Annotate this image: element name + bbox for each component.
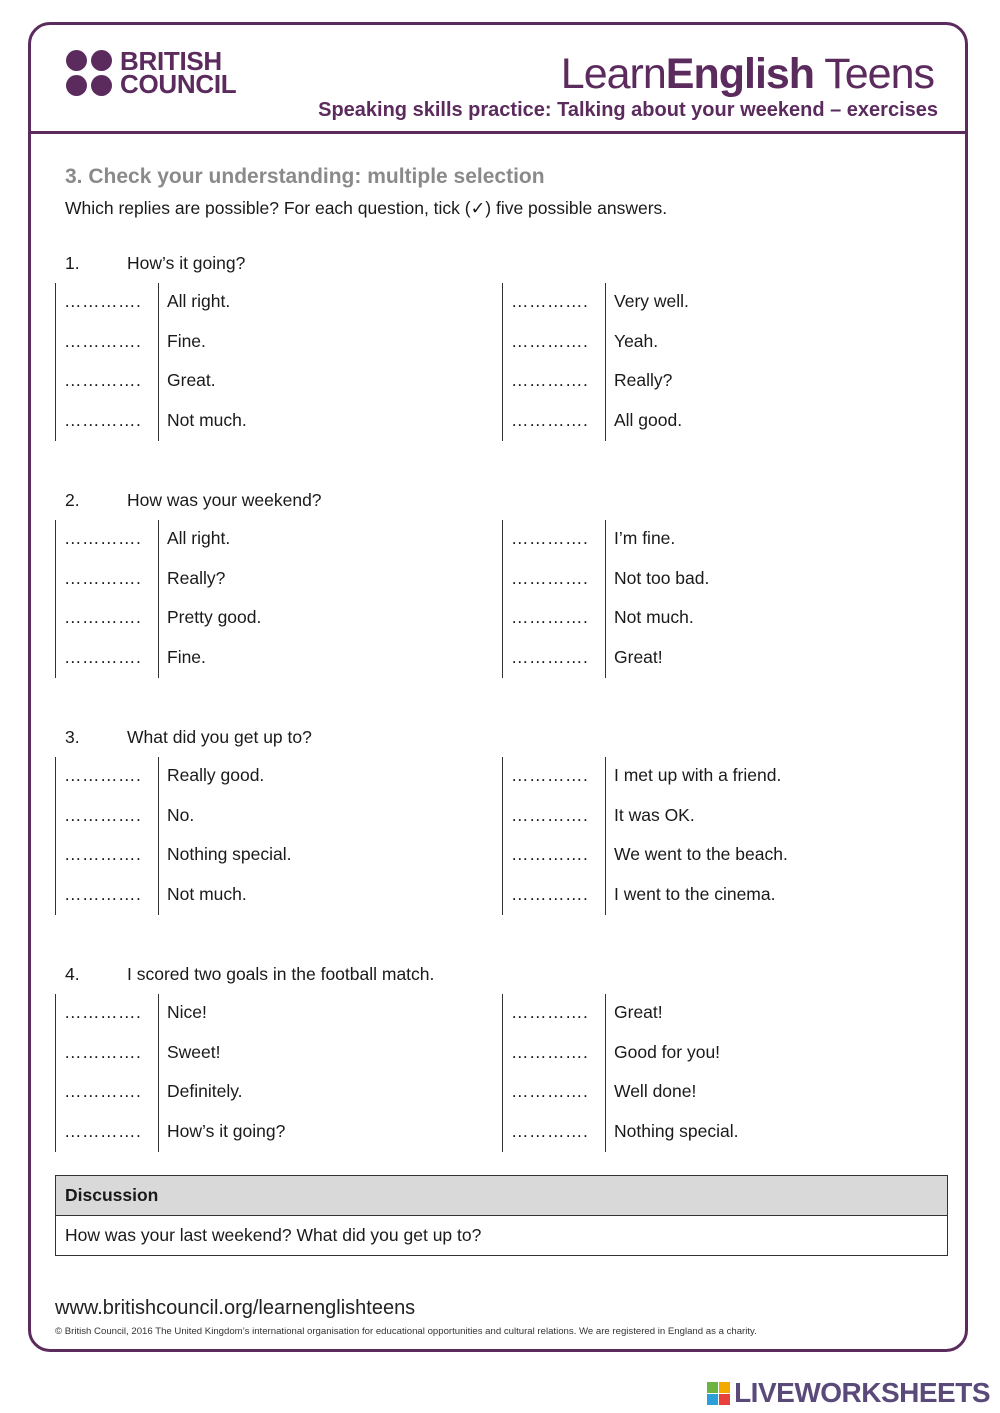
answer-option <box>55 323 495 363</box>
question-prompt <box>65 490 322 511</box>
liveworksheets-badge-icon <box>707 1382 730 1405</box>
answer-option <box>502 323 942 363</box>
answer-option <box>502 1034 942 1074</box>
question-text: How was your weekend? <box>127 490 322 510</box>
answer-text: Very well. <box>614 291 689 311</box>
discussion-heading: Discussion <box>56 1176 947 1216</box>
answer-text: Not much. <box>614 607 694 628</box>
answer-option <box>55 836 495 876</box>
logo-dots-icon <box>66 50 112 96</box>
answer-option <box>55 1113 495 1153</box>
tick-blank[interactable]: …………. <box>64 330 142 351</box>
tick-blank[interactable]: …………. <box>64 291 142 311</box>
answer-text: Yeah. <box>614 330 659 351</box>
logo-line-2: COUNCIL <box>120 69 237 99</box>
answer-text: Pretty good. <box>167 607 262 628</box>
answer-text: All right. <box>167 291 231 311</box>
answer-option <box>502 639 942 679</box>
tick-blank[interactable]: …………. <box>511 528 589 548</box>
answer-text: All good. <box>614 410 683 431</box>
answer-text: Really? <box>614 370 673 391</box>
answer-text: Nice! <box>167 1002 207 1022</box>
tick-blank[interactable]: …………. <box>64 370 142 391</box>
footer-url[interactable]: www.britishcouncil.org/learnenglishteens <box>55 1297 416 1319</box>
question-prompt <box>65 253 245 274</box>
options-column-right <box>502 757 942 915</box>
answer-text: Definitely. <box>167 1081 243 1102</box>
tick-blank[interactable]: …………. <box>511 291 589 311</box>
tick-blank[interactable]: …………. <box>511 1041 589 1062</box>
answer-text: I’m fine. <box>614 528 676 548</box>
answer-option <box>502 362 942 402</box>
tick-blank[interactable]: …………. <box>511 1081 589 1102</box>
answer-text: We went to the beach. <box>614 844 788 865</box>
tick-blank[interactable]: …………. <box>64 528 142 548</box>
answer-option <box>502 520 942 560</box>
tick-blank[interactable]: …………. <box>64 765 142 785</box>
answer-option <box>502 1113 942 1153</box>
tick-blank[interactable]: …………. <box>64 1121 142 1142</box>
answer-text: Nothing special. <box>167 844 292 865</box>
answer-option <box>55 560 495 600</box>
answer-option <box>55 520 495 560</box>
tick-blank[interactable]: …………. <box>511 1002 589 1022</box>
liveworksheets-brand: LIVEWORKSHEETS <box>734 1377 990 1408</box>
tick-blank[interactable]: …………. <box>64 804 142 825</box>
question-text: How’s it going? <box>127 253 246 273</box>
answer-text: Not much. <box>167 410 247 431</box>
answer-text: Fine. <box>167 330 206 351</box>
answer-text: Nothing special. <box>614 1121 739 1142</box>
options-column-right <box>502 520 942 678</box>
answer-text: I went to the cinema. <box>614 884 776 905</box>
answer-option <box>55 599 495 639</box>
answer-option <box>55 1034 495 1074</box>
tick-blank[interactable]: …………. <box>64 884 142 905</box>
options-column-right <box>502 283 942 441</box>
instruction-text: Which replies are possible? For each question, tick (✓) five possible answers. <box>65 198 668 218</box>
tick-blank[interactable]: …………. <box>511 844 589 865</box>
answer-option <box>502 994 942 1034</box>
discussion-prompt: How was your last weekend? What did you get up to? <box>65 1225 482 1245</box>
answer-text: Really? <box>167 567 226 588</box>
tick-blank[interactable]: …………. <box>511 804 589 825</box>
answer-text: Well done! <box>614 1081 697 1102</box>
tick-blank[interactable]: …………. <box>511 765 589 785</box>
british-council-logo <box>66 46 237 99</box>
answer-option <box>502 402 942 442</box>
question-number: 2. <box>65 490 80 510</box>
tick-blank[interactable]: …………. <box>511 607 589 628</box>
answer-option <box>55 797 495 837</box>
header-divider <box>28 131 968 134</box>
answer-option <box>502 599 942 639</box>
answer-option <box>55 639 495 679</box>
tick-blank[interactable]: …………. <box>64 1041 142 1062</box>
question-text: What did you get up to? <box>127 727 312 747</box>
tick-blank[interactable]: …………. <box>64 844 142 865</box>
liveworksheets-logo <box>707 1377 990 1409</box>
answer-option <box>502 836 942 876</box>
answer-text: Fine. <box>167 647 206 668</box>
answer-option <box>55 757 495 797</box>
answer-option <box>502 560 942 600</box>
tick-blank[interactable]: …………. <box>64 647 142 668</box>
options-column-left <box>55 520 495 678</box>
answer-text: Sweet! <box>167 1041 221 1062</box>
tick-blank[interactable]: …………. <box>64 1002 142 1022</box>
answer-text: Not too bad. <box>614 567 710 588</box>
question-text: I scored two goals in the football match. <box>127 964 435 984</box>
brand-teens: Teens <box>814 50 934 98</box>
question-number: 1. <box>65 253 80 273</box>
answer-text: No. <box>167 804 195 825</box>
tick-blank[interactable]: …………. <box>64 410 142 431</box>
tick-blank[interactable]: …………. <box>511 410 589 431</box>
answer-text: Great! <box>614 647 663 668</box>
answer-option <box>502 876 942 916</box>
answer-option <box>55 994 495 1034</box>
answer-text: Good for you! <box>614 1041 721 1062</box>
tick-blank[interactable]: …………. <box>511 330 589 351</box>
answer-option <box>55 1073 495 1113</box>
options-column-left <box>55 283 495 441</box>
answer-option <box>502 283 942 323</box>
answer-option <box>502 797 942 837</box>
question-prompt <box>65 727 312 748</box>
tick-blank[interactable]: …………. <box>511 884 589 905</box>
question-prompt <box>65 964 434 985</box>
answer-option <box>55 283 495 323</box>
worksheet-subtitle: Speaking skills practice: Talking about your weekend – exercises <box>318 99 938 121</box>
tick-blank[interactable]: …………. <box>64 1081 142 1102</box>
tick-blank[interactable]: …………. <box>511 370 589 391</box>
footer-copyright: © British Council, 2016 The United Kingdom’s international organisation for educational opportunities and cultural relations. We are registered in England as a charity. <box>55 1326 757 1337</box>
answer-text: All right. <box>167 528 231 548</box>
question-number: 4. <box>65 964 80 984</box>
answer-option <box>502 1073 942 1113</box>
answer-option <box>55 876 495 916</box>
options-column-left <box>55 994 495 1152</box>
tick-blank[interactable]: …………. <box>64 607 142 628</box>
answer-text: Not much. <box>167 884 247 905</box>
answer-option <box>55 402 495 442</box>
answer-text: I met up with a friend. <box>614 765 782 785</box>
brand-learn: Learn <box>560 50 666 98</box>
answer-text: It was OK. <box>614 804 695 825</box>
answer-text: Great. <box>167 370 216 391</box>
section-title: 3. Check your understanding: multiple selection <box>65 165 545 188</box>
answer-option <box>502 757 942 797</box>
discussion-box <box>55 1175 948 1256</box>
tick-blank[interactable]: …………. <box>511 647 589 668</box>
answer-option <box>55 362 495 402</box>
tick-blank[interactable]: …………. <box>64 567 142 588</box>
options-column-left <box>55 757 495 915</box>
logo-line-1: BRITISH <box>120 46 222 76</box>
tick-blank[interactable]: …………. <box>511 1121 589 1142</box>
brand-english: English <box>665 50 815 98</box>
answer-text: How’s it going? <box>167 1121 286 1142</box>
answer-text: Great! <box>614 1002 663 1022</box>
answer-text: Really good. <box>167 765 265 785</box>
tick-blank[interactable]: …………. <box>511 567 589 588</box>
learnenglish-teens-logo <box>561 50 934 99</box>
question-number: 3. <box>65 727 80 747</box>
options-column-right <box>502 994 942 1152</box>
